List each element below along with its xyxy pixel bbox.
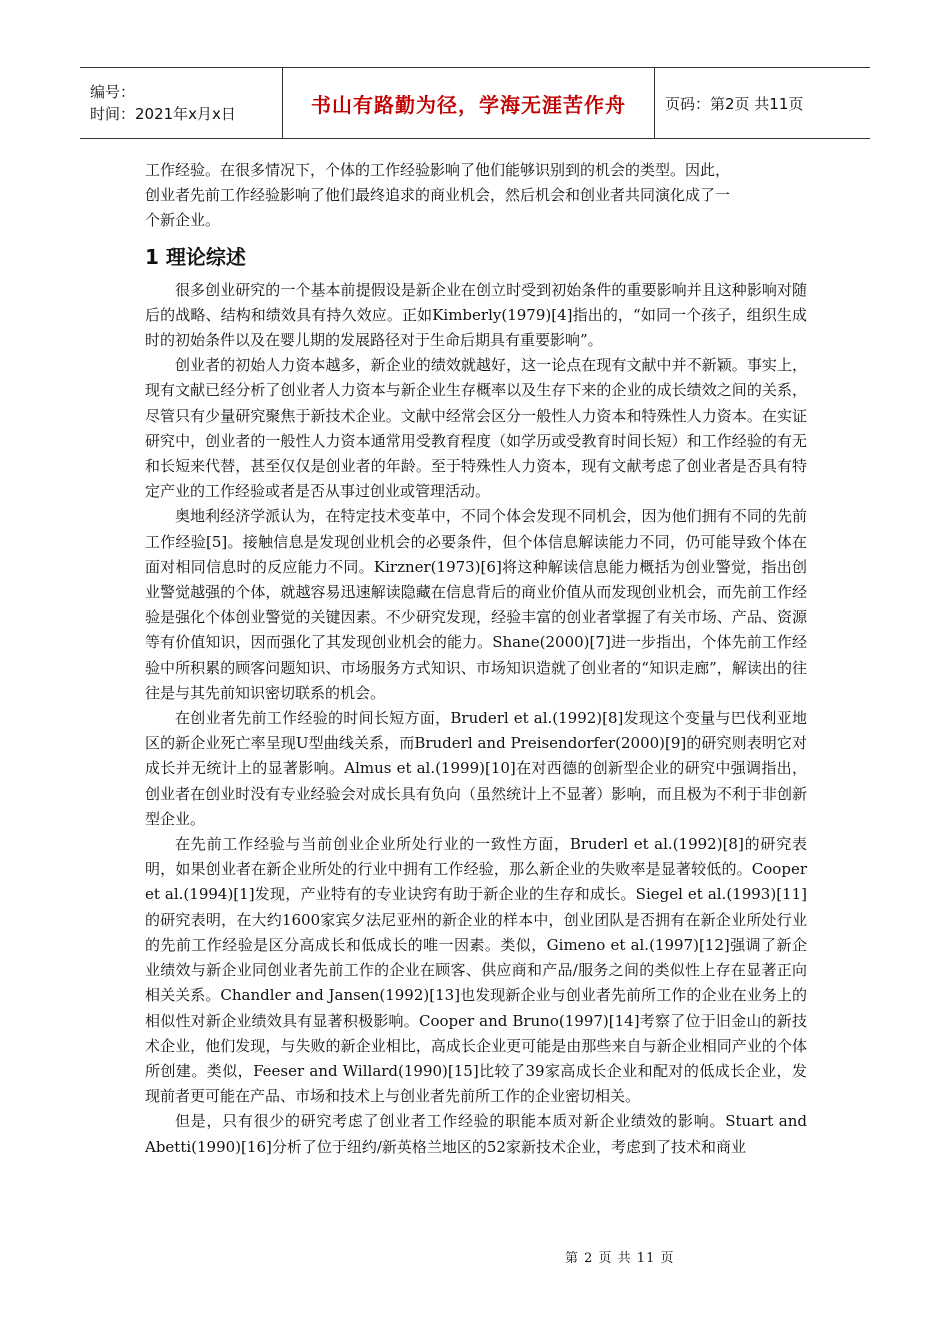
document-time-label: 时间：2021年x月x日 <box>90 105 236 123</box>
document-number-label: 编号： <box>90 83 136 101</box>
section-title: 1 理论综述 <box>145 244 246 269</box>
header-motto: 书山有路勤为径，学海无涯苦作舟 <box>311 92 626 117</box>
header-meta <box>80 68 283 138</box>
header-motto-cell <box>283 68 655 138</box>
document-body <box>145 158 807 1160</box>
page-header <box>80 67 870 139</box>
body-paragraph: 在先前工作经验与当前创业企业所处行业的一致性方面，Bruderl et al.(1992)[8]的研究表明，如果创业者在新企业所处的行业中拥有工作经验，那么新企业的失败率是显著较低的。Cooper et al.(1994)[1]发现，产业特有的专业诀窍有助于新企业的生存和成长。Siegel et al.(1993)[11]的研究表明，在大约1600家宾夕法尼亚州的新企业的样本中，创业团队是否拥有在新企业所处行业的先前工作经验是区分高成长和低成长的唯一因素。类似，Gimeno et al.(1997)[12]强调了新企业绩效与新企业同创业者先前工作的企业在顾客、供应商和产品/服务之间的类似性上存在显著正向相关关系。Chandler and Jansen(1992)[13]也发现新企业与创业者先前所工作的企业在业务上的相似性对新企业绩效具有显著积极影响。Cooper and Bruno(1997)[14]考察了位于旧金山的新技术企业，他们发现，与失败的新企业相比，高成长企业更可能是由那些来自与新企业相同产业的个体所创建。类似，Feeser and Willard(1990)[15]比较了39家高成长企业和配对的低成长企业，发现前者更可能在产品、市场和技术上与创业者先前所工作的企业密切相关。 <box>145 835 807 1106</box>
header-page-info-cell <box>655 68 870 138</box>
body-paragraph: 很多创业研究的一个基本前提假设是新企业在创立时受到初始条件的重要影响并且这种影响对随后的战略、结构和绩效具有持久效应。正如Kimberly(1979)[4]指出的，“如同一个孩子，组织生成时的初始条件以及在婴儿期的发展路径对于生命后期具有重要影响”。 <box>145 280 807 350</box>
body-paragraph: 在创业者先前工作经验的时间长短方面，Bruderl et al.(1992)[8]发现这个变量与巴伐利亚地区的新企业死亡率呈现U型曲线关系，而Bruderl and Preisendorfer(2000)[9]的研究则表明它对成长并无统计上的显著影响。Almus et al.(1999)[10]在对西德的创新型企业的研究中强调指出，创业者在创业时没有专业经验会对成长具有负向（虽然统计上不显著）影响，而且极为不利于非创新型企业。 <box>145 709 807 828</box>
header-page-info: 页码：第2页 共11页 <box>665 94 804 113</box>
footer-page-number: 第 2 页 共 11 页 <box>565 1251 675 1266</box>
body-paragraph: 但是，只有很少的研究考虑了创业者工作经验的职能本质对新企业绩效的影响。Stuart and Abetti(1990)[16]分析了位于纽约/新英格兰地区的52家新技术企业，考虑到了技术和商业 <box>145 1112 807 1156</box>
intro-line: 个新企业。 <box>145 211 221 230</box>
body-paragraph: 奥地利经济学派认为，在特定技术变革中，不同个体会发现不同机会，因为他们拥有不同的先前工作经验[5]。接触信息是发现创业机会的必要条件，但个体信息解读能力不同，仍可能导致个体在面对相同信息时的反应能力不同。Kirzner(1973)[6]将这种解读信息能力概括为创业警觉，指出创业警觉越强的个体，就越容易迅速解读隐藏在信息背后的商业价值从而发现创业机会，而先前工作经验是强化个体创业警觉的关键因素。不少研究发现，经验丰富的创业者掌握了有关市场、产品、资源等有价值知识，因而强化了其发现创业机会的能力。Shane(2000)[7]进一步指出，个体先前工作经验中所积累的顾客问题知识、市场服务方式知识、市场知识造就了创业者的“知识走廊”，解读出的往往是与其先前知识密切联系的机会。 <box>145 507 807 702</box>
intro-line: 工作经验。在很多情况下，个体的工作经验影响了他们能够识别到的机会的类型。因此， <box>145 161 731 179</box>
intro-line: 创业者先前工作经验影响了他们最终追求的商业机会，然后机会和创业者共同演化成了一 <box>145 186 731 205</box>
body-paragraph: 创业者的初始人力资本越多，新企业的绩效就越好，这一论点在现有文献中并不新颖。事实上，现有文献已经分析了创业者人力资本与新企业生存概率以及生存下来的企业的成长绩效之间的关系，尽管只有少量研究聚焦于新技术企业。文献中经常会区分一般性人力资本和特殊性人力资本。在实证研究中，创业者的一般性人力资本通常用受教育程度（如学历或受教育时间长短）和工作经验的有无和长短来代替，甚至仅仅是创业者的年龄。至于特殊性人力资本，现有文献考虑了创业者是否具有特定产业的工作经验或者是否从事过创业或管理活动。 <box>145 356 807 501</box>
